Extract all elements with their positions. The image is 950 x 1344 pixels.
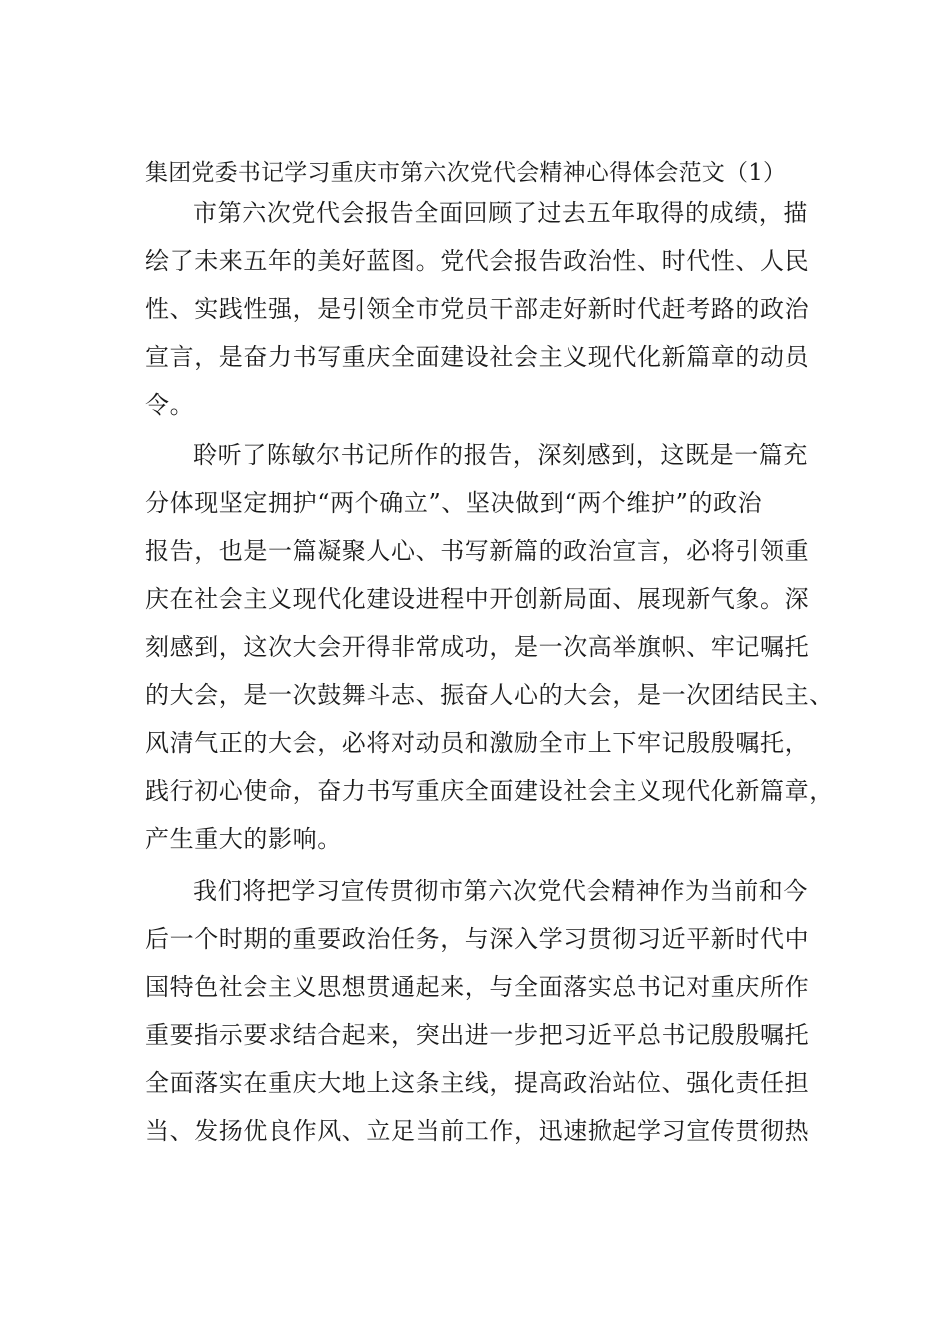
- paragraph-line: 庆在社会主义现代化建设进程中开创新局面、展现新气象。深: [145, 585, 810, 613]
- paragraph-line: 后一个时期的重要政治任务，与深入学习贯彻习近平新时代中: [145, 925, 810, 953]
- paragraph-line: 当、发扬优良作风、立足当前工作，迅速掀起学习宣传贯彻热: [145, 1117, 810, 1145]
- paragraph-line: 践行初心使命，奋力书写重庆全面建设社会主义现代化新篇章，: [145, 777, 834, 805]
- page-title: 集团党委书记学习重庆市第六次党代会精神心得体会范文（1）: [145, 160, 787, 186]
- paragraph-line: 重要指示要求结合起来，突出进一步把习近平总书记殷殷嘱托: [145, 1021, 810, 1049]
- paragraph-line: 产生重大的影响。: [145, 825, 342, 853]
- paragraph-line: 全面落实在重庆大地上这条主线，提高政治站位、强化责任担: [145, 1069, 810, 1097]
- paragraph-line: 性、实践性强，是引领全市党员干部走好新时代赶考路的政治: [145, 295, 810, 323]
- paragraph-line: 刻感到，这次大会开得非常成功，是一次高举旗帜、牢记嘱托: [145, 633, 810, 661]
- paragraph-line: 风清气正的大会，必将对动员和激励全市上下牢记殷殷嘱托，: [145, 729, 810, 757]
- paragraph-line: 我们将把学习宣传贯彻市第六次党代会精神作为当前和今: [193, 877, 808, 905]
- paragraph-line: 国特色社会主义思想贯通起来，与全面落实总书记对重庆所作: [145, 973, 810, 1001]
- paragraph-line: 报告，也是一篇凝聚人心、书写新篇的政治宣言，必将引领重: [145, 537, 810, 565]
- paragraph-line: 令。: [145, 391, 195, 419]
- paragraph-line: 分体现坚定拥护“两个确立”、坚决做到“两个维护”的政治: [145, 489, 763, 517]
- paragraph-line: 的大会，是一次鼓舞斗志、振奋人心的大会，是一次团结民主、: [145, 681, 834, 709]
- paragraph-line: 宣言，是奋力书写重庆全面建设社会主义现代化新篇章的动员: [145, 343, 810, 371]
- paragraph-line: 市第六次党代会报告全面回顾了过去五年取得的成绩，描: [193, 199, 808, 227]
- paragraph-line: 聆听了陈敏尔书记所作的报告，深刻感到，这既是一篇充: [193, 441, 808, 469]
- paragraph-line: 绘了未来五年的美好蓝图。党代会报告政治性、时代性、人民: [145, 247, 810, 275]
